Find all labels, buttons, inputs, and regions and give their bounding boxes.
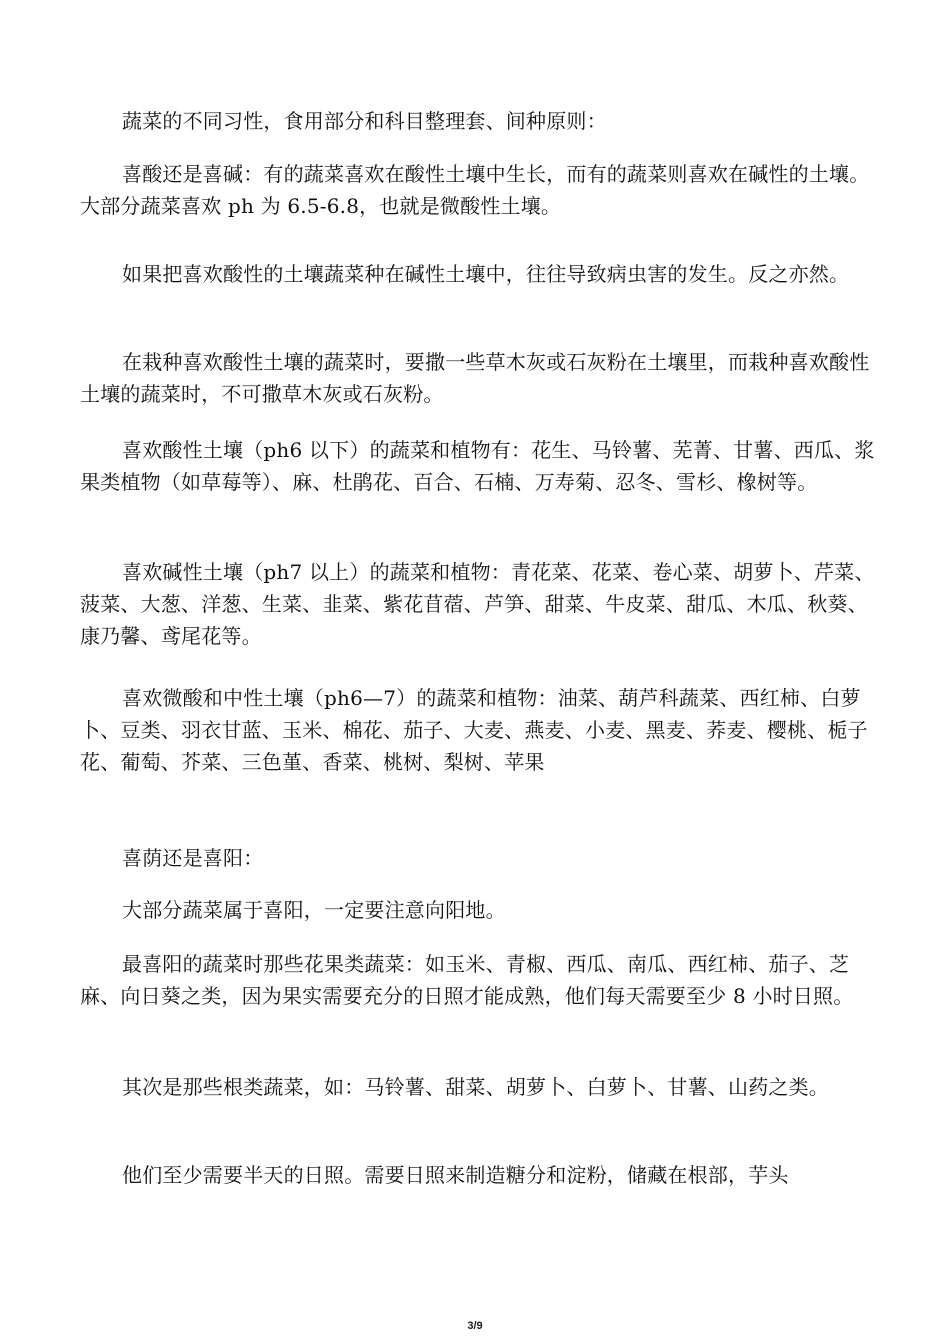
paragraph-fruit-vegetables: 最喜阳的蔬菜时那些花果类蔬菜：如玉米、青椒、西瓜、南瓜、西红柿、茄子、芝麻、向日葵之类，因为果实需要充分的日照才能成熟，他们每天需要至少 8 小时日照。 [80, 952, 854, 1008]
paragraph-neutral-plants: 喜欢微酸和中性土壤（ph6—7）的蔬菜和植物：油菜、葫芦科蔬菜、西红柿、白萝卜、豆类、羽衣甘蓝、玉米、棉花、茄子、大麦、燕麦、小麦、黑麦、荞麦、樱桃、栀子花、葡萄、芥菜、三色堇、香菜、桃树、梨树、苹果 [80, 686, 868, 774]
paragraph-ash-lime: 在栽种喜欢酸性土壤的蔬菜时，要撒一些草木灰或石灰粉在土壤里，而栽种喜欢酸性土壤的蔬菜时，不可撒草木灰或石灰粉。 [80, 350, 870, 406]
page-number: 3/9 [467, 1320, 483, 1332]
paragraph-sun-majority: 大部分蔬菜属于喜阳，一定要注意向阳地。 [122, 898, 506, 922]
paragraph-acid-plants: 喜欢酸性土壤（ph6 以下）的蔬菜和植物有：花生、马铃薯、芜菁、甘薯、西瓜、浆果类植物（如草莓等）、麻、杜鹃花、百合、石楠、万寿菊、忍冬、雪杉、橡树等。 [80, 438, 875, 494]
paragraph-root-vegetables: 其次是那些根类蔬菜，如：马铃薯、甜菜、胡萝卜、白萝卜、甘薯、山药之类。 [122, 1075, 829, 1099]
paragraph-half-day-sun: 他们至少需要半天的日照。需要日照来制造糖分和淀粉，储藏在根部，芋头 [122, 1163, 789, 1187]
paragraph-alkali-plants: 喜欢碱性土壤（ph7 以上）的蔬菜和植物：青花菜、花菜、卷心菜、胡萝卜、芹菜、菠菜、大葱、洋葱、生菜、韭菜、紫花苜蓿、芦笋、甜菜、牛皮菜、甜瓜、木瓜、秋葵、康乃馨、鸢尾花等。 [80, 560, 875, 648]
paragraph-title: 蔬菜的不同习性，食用部分和科目整理套、间种原则： [122, 109, 607, 133]
paragraph-acid-alkali-intro: 喜酸还是喜碱：有的蔬菜喜欢在酸性土壤中生长，而有的蔬菜则喜欢在碱性的土壤。大部分蔬菜喜欢 ph 为 6.5-6.8，也就是微酸性土壤。 [80, 162, 870, 218]
paragraph-pest-warning: 如果把喜欢酸性的土壤蔬菜种在碱性土壤中，往往导致病虫害的发生。反之亦然。 [122, 262, 850, 286]
paragraph-shade-sun-heading: 喜荫还是喜阳： [122, 846, 264, 870]
